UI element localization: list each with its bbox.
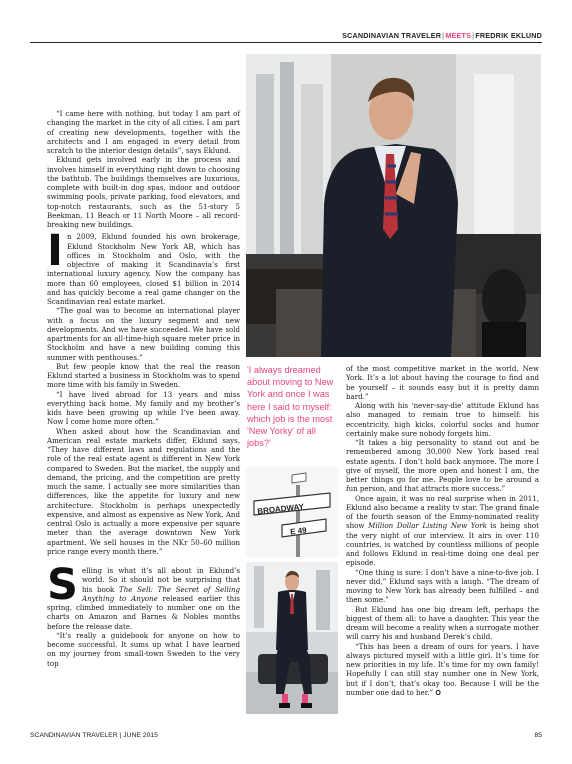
paragraph: When asked about how the Scandinavian and American real estate markets differ, Eklund says, “They have different laws and regulations and the role of the real estate agent is different in New York compared to Sweden. But the market, the supply and demand, the pricing, and the competition are pretty much the same. I actually see more similarities than differences, like the appetite for luxury and new architecture. Stockholm is perhaps unexpectedly expensive, and almost as expensive as New York. And central Oslo is actually a more expensive per square meter than the average downtown New York apartment. We sell houses in the NKr 50–60 million price range every month there.” [47,426,240,556]
article-column-3 [346,364,539,698]
paragraph: Eklund gets involved early in the process and involves himself in everything right down to choosing the bathtub. The buildings themselves are luxurious, complete with built-in dog spas, indoor and outdoor swimming pools, private parking, food elevators, and top-notch restaurants, such as the 51-story 5 Beekman, 11 Beach or 11 North Moore – all record-breaking new buildings. [47,155,240,229]
paragraph: “The goal was to become an international player with a focus on the luxury segment and new developments. And we have succeeded. We have sold apartments for an all-time-high square meter price in Stockholm and have a new building coming this summer with penthouses.” [47,306,240,362]
pull-quote: 'I always dreamed about moving to New York and once I was here I said to myself: which job is the most 'New Yorky' of all jobs?' [247,365,334,449]
paragraph: “It takes a big personality to stand out and be remembered among 30,000 New York based real estate agents. I don’t hold back anymore. The more I give of myself, the more open and honest I am, the better things go for me. People love to be around a fun person, and that attracts more success.” [346,438,539,494]
end-mark: O [435,689,441,697]
paragraph-dropcap: Selling is what it’s all about in Eklund’s world. So it should not be surprising that his book The Sell: The Secret of Selling Anything to Anyone released earlier this spring, climbed immediately to number one on the charts on Amazon and Barnes & Nobles months before the release date. [47,560,241,631]
drop-cap: S [47,560,78,610]
paragraph: “I have lived abroad for 13 years and miss everything back home. My family and my brother’s kids have been growing up while I’ve been away. Now I come home more often.” [47,389,240,427]
paragraph: Once again, it was no real surprise when in 2011, Eklund also became a reality tv star. The grand finale of the fourth season of the Emmy-nominated reality show Million Dollar Listing New York is being shot the very night of our interview. It airs in over 110 countries, is watched by countless millions of people and follows Eklund in real-time doing one deal per episode. [346,493,539,568]
article-column-1 [47,109,240,668]
paragraph: of the most competitive market in the world, New York. It’s a lot about having the courage to find and be yourself – it sounds easy but it is pretty damn hard.” [346,364,539,401]
paragraph: “One thing is sure: I don’t have a nine-to-five job. I never did,” Eklund says with a laugh. “The dream of moving to New York has already been fulfilled – and then some.” [346,567,539,605]
paragraph: “This has been a dream of ours for years. I have always pictured myself with a little girl. It’s time for new priorities in my life. It’s time for my own family! Hopefully I can still stay number one in New York, but if I don’t, that’s okay too. Because I will be the number one dad to her.” O [346,641,539,697]
show-title: Million Dollar Listing New York [368,521,487,531]
subject-name: FREDRIK EKLUND [475,31,542,40]
paragraph: But few people know that the real the reason Eklund started a business in Stockholm was to spend more time with his family in Sweden. [47,361,240,390]
paragraph: “It’s really a guidebook for anyone on how to become successful. It sums up what I have learned on my journey from small-town Sweden to the very top [47,630,240,668]
street-sign-photo [246,467,338,557]
seated-portrait-photo [246,562,338,714]
paragraph: “I came here with nothing, but today I am part of changing the market in the city of all cities. I am part of creating new developments, together with the architects and I am engaged in every detail from scratch to the interior design details”, says Eklund. [47,109,240,155]
book-title: The Sell: The Secret of Selling Anything to Anyone [81,584,241,603]
drop-cap: I [47,226,63,277]
street-sign-e49: E 49 [289,525,308,537]
magazine-name: SCANDINAVIAN TRAVELER [342,31,442,40]
paragraph: Along with his ‘never-say-die’ attitude Eklund has also managed to remain true to himself: his eccentricity, high kicks, colorful socks and humor certainly make sure nobody forgets him. [346,401,539,438]
header-rule [30,42,542,43]
running-header: SCANDINAVIAN TRAVELER|MEETS|FREDRIK EKLUND [342,31,542,40]
page-number: 85 [534,732,542,739]
section-name: MEETS [445,31,472,40]
paragraph: But Eklund has one big dream left, perhaps the biggest of them all: to have a daughter. This year the dream will become a reality when a surrogate mother will carry his and husband Derek’s child. [346,604,539,642]
paragraph-dropcap: In 2009, Eklund founded his own brokerage, Eklund Stockholm New York AB, which has offices in Stockholm and Oslo, with the objective of making it Scandinavia’s first international luxury agency. Now the company has more than 60 employees, closed $1 billion in 2014 and has quickly become a real game changer on the Scandinavian real estate market. [47,226,240,306]
main-portrait-photo [246,54,541,357]
footer-issue: SCANDINAVIAN TRAVELER | JUNE 2015 [30,732,158,739]
street-sign-broadway: BROADWAY [256,502,305,516]
